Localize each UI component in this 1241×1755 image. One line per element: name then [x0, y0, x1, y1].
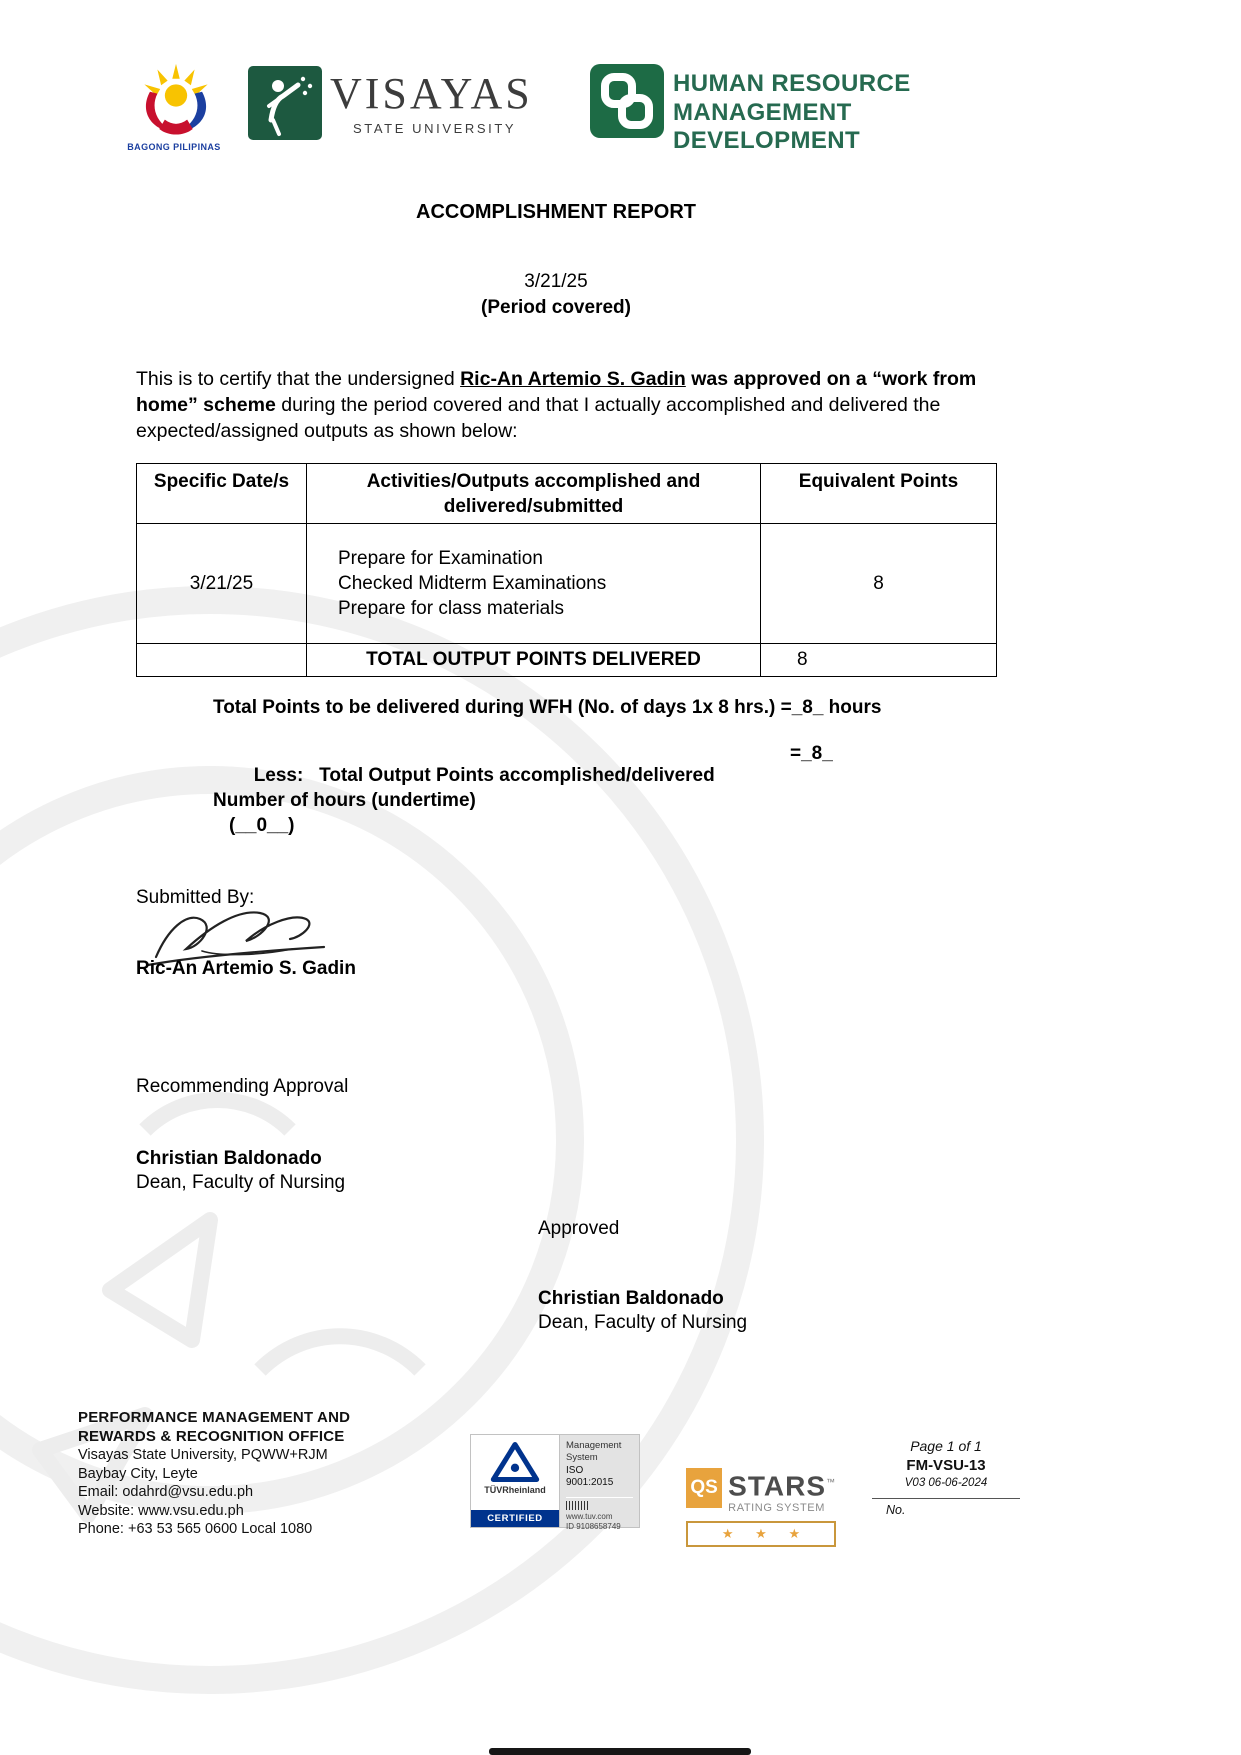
office-address-line: Visayas State University, PQWW+RJM	[78, 1447, 328, 1463]
office-name-line: REWARDS & RECOGNITION OFFICE	[78, 1428, 345, 1445]
form-control-block	[872, 1438, 1020, 1517]
form-no-field: No.	[872, 1498, 1020, 1517]
less-value: =_8_	[790, 743, 833, 764]
col-header-date: Specific Date/s	[137, 464, 307, 524]
col-header-points: Equivalent Points	[761, 464, 997, 524]
activity-line: Checked Midterm Examinations	[338, 573, 607, 594]
qs-star-rating: ★ ★ ★	[686, 1521, 836, 1547]
tuv-id-block	[566, 1497, 633, 1531]
hrmd-line: MANAGEMENT	[673, 98, 852, 126]
tuv-panel-line: Management	[566, 1440, 622, 1451]
office-phone: Phone: +63 53 565 0600 Local 1080	[78, 1521, 313, 1537]
bagong-pilipinas-logo	[126, 62, 226, 142]
tuv-certification-mark	[470, 1434, 640, 1531]
table-header-row	[137, 464, 997, 524]
recommending-approval-label: Recommending Approval	[136, 1076, 349, 1097]
cell-activities	[307, 524, 761, 644]
qs-stars-mark	[686, 1468, 836, 1547]
vsu-seal-icon	[248, 66, 322, 140]
qs-stars-wordmark	[728, 1468, 836, 1500]
form-code: FM-VSU-13	[906, 1457, 986, 1474]
hrmd-line: HUMAN RESOURCE	[673, 70, 911, 97]
page-title: ACCOMPLISHMENT REPORT	[416, 201, 696, 223]
hrmd-line: DEVELOPMENT	[673, 127, 861, 154]
intro-text-start: This is to certify that the undersigned	[136, 368, 461, 390]
office-contact-block	[78, 1408, 350, 1539]
tuv-iso-label: ISO 9001:2015	[566, 1465, 614, 1488]
vsu-subtitle: STATE UNIVERSITY	[353, 121, 517, 136]
tuv-panel-line: System	[566, 1451, 598, 1463]
trademark-symbol: ™	[826, 1477, 836, 1487]
employee-name: Ric-An Artemio S. Gadin	[460, 368, 686, 390]
intro-text-end: during the period covered and that I actually accomplished and delivered the expected/assigned outputs as shown below:	[136, 394, 941, 442]
red-ribbon	[159, 120, 192, 135]
office-name-line: PERFORMANCE MANAGEMENT AND	[78, 1409, 351, 1426]
recommender-title: Dean, Faculty of Nursing	[136, 1172, 346, 1193]
sun-core	[165, 84, 187, 106]
approver-title: Dean, Faculty of Nursing	[538, 1312, 748, 1333]
undertime-label: Number of hours (undertime)	[213, 790, 476, 811]
less-line	[222, 743, 833, 831]
office-address-line: Baybay City, Leyte	[78, 1465, 198, 1482]
barcode-icon	[566, 1501, 588, 1510]
recommender-name: Christian Baldonado	[136, 1148, 322, 1169]
approver-name: Christian Baldonado	[538, 1288, 724, 1309]
tuv-info-panel	[559, 1435, 639, 1531]
vsu-wordmark: VISAYAS	[330, 69, 533, 118]
tuv-certified-bar: CERTIFIED	[471, 1510, 559, 1527]
hrmd-wordmark	[673, 70, 911, 156]
tuv-triangle-icon	[490, 1440, 540, 1484]
submitter-name: Ric-An Artemio S. Gadin	[136, 958, 356, 979]
office-website: Website: www.vsu.edu.ph	[78, 1502, 244, 1519]
hrmd-logo-icon	[590, 64, 664, 138]
cell-date: 3/21/25	[137, 524, 307, 644]
period-covered-label: (Period covered)	[481, 297, 631, 318]
table-row	[137, 524, 997, 644]
certification-paragraph	[136, 366, 988, 444]
page-number: Page 1 of 1	[910, 1438, 982, 1454]
tuv-id: ID 9108658749	[566, 1521, 621, 1531]
office-email: Email: odahrd@vsu.edu.ph	[78, 1484, 254, 1500]
activity-line: Prepare for Examination	[338, 548, 543, 569]
tuv-url: www.tuv.com	[566, 1512, 613, 1521]
bottom-edge-bar	[489, 1748, 751, 1755]
approved-label: Approved	[538, 1218, 620, 1239]
period-date: 3/21/25	[524, 271, 588, 292]
total-label: TOTAL OUTPUT POINTS DELIVERED	[307, 644, 761, 677]
form-version: V03 06-06-2024	[904, 1477, 988, 1489]
cell-points: 8	[761, 524, 997, 644]
tuv-logo-panel	[471, 1435, 559, 1527]
activity-line: Prepare for class materials	[338, 598, 564, 619]
bagong-pilipinas-label: BAGONG PILIPINAS	[127, 142, 221, 152]
total-points: 8	[761, 644, 997, 677]
accomplishment-table	[136, 463, 997, 677]
undertime-value: (__0__)	[229, 815, 295, 836]
total-points-line: Total Points to be delivered during WFH (No. of days 1x 8 hrs.) =_8_ hours	[213, 697, 882, 718]
qs-stars-text: STARS	[728, 1470, 826, 1502]
less-label: Less: Total Output Points accomplished/delivered	[253, 765, 715, 786]
cell-empty	[137, 644, 307, 677]
tuv-brand: TÜVRheinland	[484, 1485, 546, 1495]
col-header-activities: Activities/Outputs accomplished and delivered/submitted	[307, 464, 761, 524]
submitted-by-label: Submitted By:	[136, 887, 255, 908]
intro-text-bold: was approved on a “work from home” scheme	[136, 368, 977, 416]
qs-badge-icon: QS	[686, 1468, 722, 1508]
table-total-row	[137, 644, 997, 677]
qs-rating-system-label: RATING SYSTEM	[728, 1502, 825, 1515]
